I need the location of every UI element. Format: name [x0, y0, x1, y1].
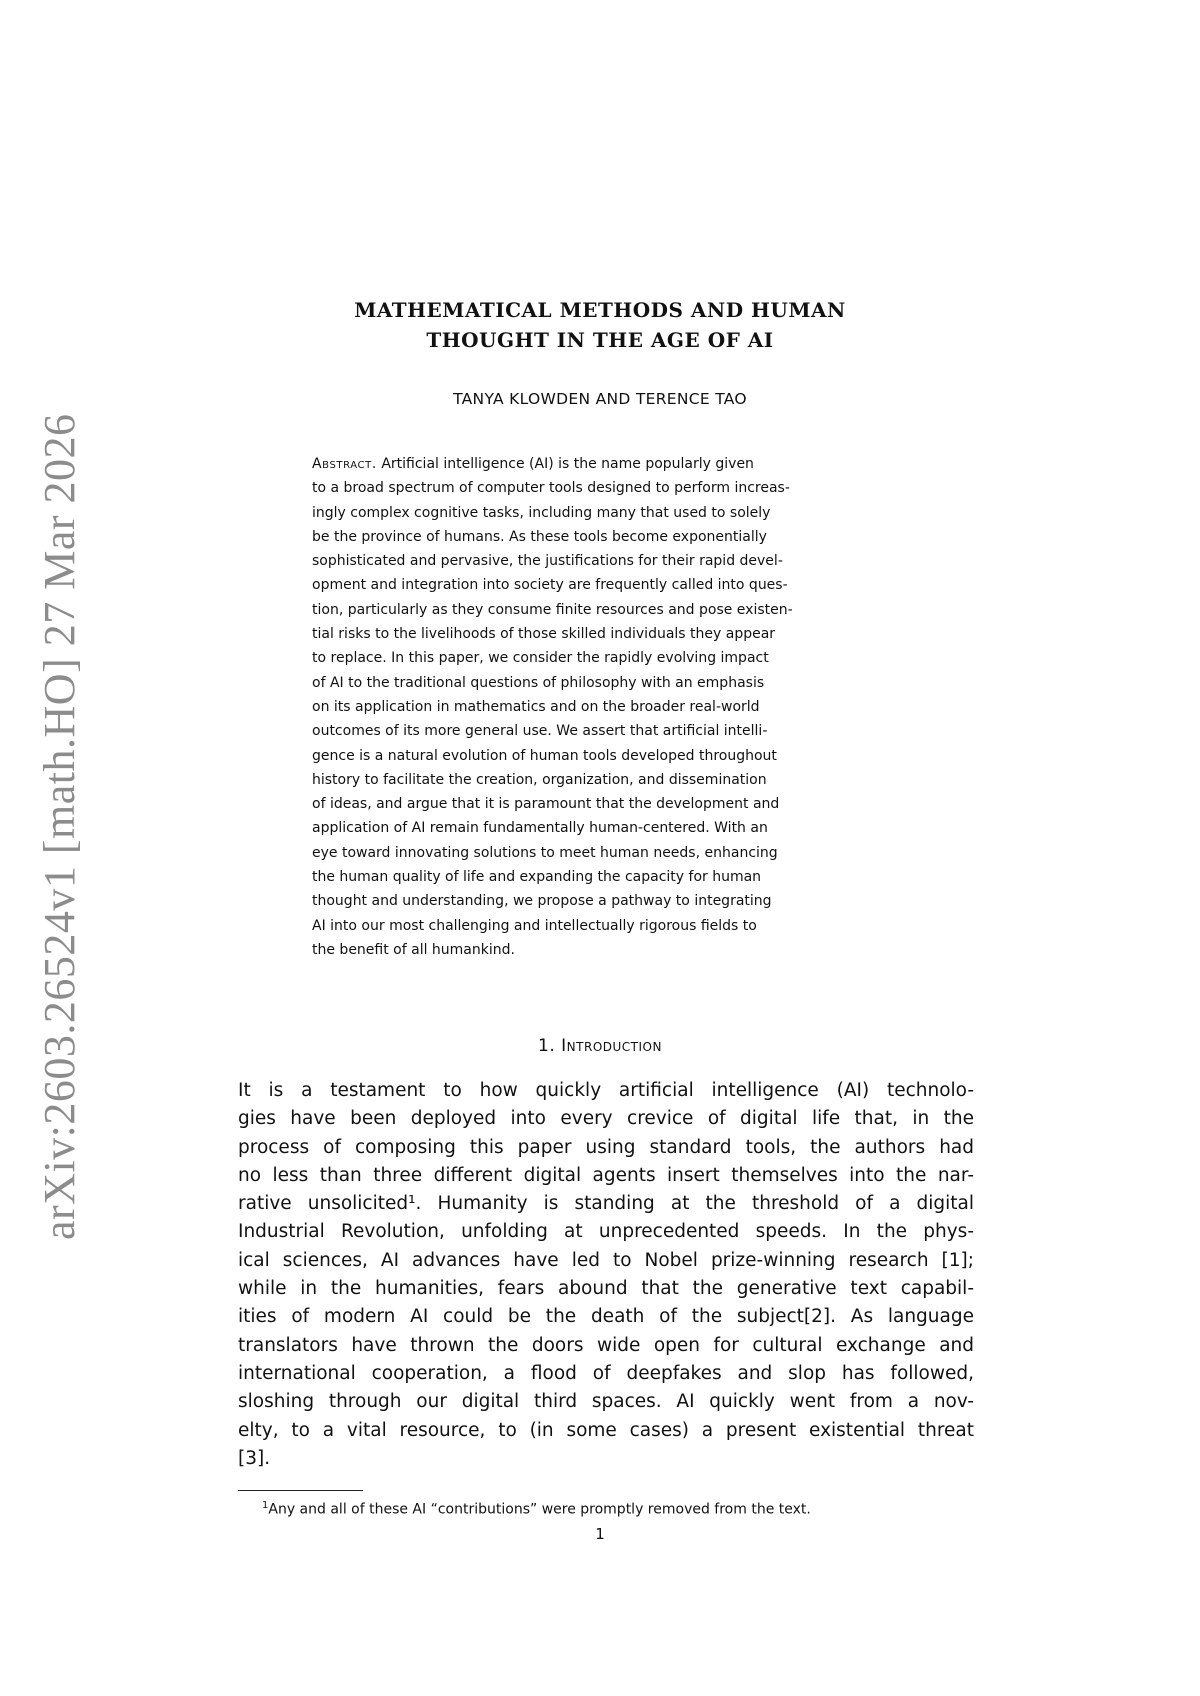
body-line: elty, to a vital resource, to (in some cases) a present existential threat	[238, 1419, 974, 1441]
abstract-line: tial risks to the livelihoods of those skilled individuals they appear	[312, 626, 776, 643]
footnote-marker: 1	[262, 1500, 269, 1511]
abstract-line: to replace. In this paper, we consider the rapidly evolving impact	[312, 650, 769, 667]
body-line: no less than three different digital agents insert themselves into the nar-	[238, 1164, 974, 1186]
body-paragraph	[238, 1077, 974, 1473]
body-line: ities of modern AI could be the death of the subject[2]. As language	[238, 1306, 974, 1328]
abstract-block	[312, 452, 892, 962]
body-line: ical sciences, AI advances have led to Nobel prize-winning research [1];	[238, 1249, 974, 1271]
title-line-2: THOUGHT IN THE AGE OF AI	[426, 328, 774, 352]
section-title: Introduction	[561, 1036, 662, 1056]
arxiv-identifier-stamp: arXiv:2603.26524v1 [math.HO] 27 Mar 2026	[35, 413, 84, 1240]
abstract-line: be the province of humans. As these tools become exponentially	[312, 528, 767, 545]
abstract-line: outcomes of its more general use. We assert that artificial intelli-	[312, 723, 768, 740]
abstract-line: thought and understanding, we propose a pathway to integrating	[312, 893, 772, 910]
abstract-line: of AI to the traditional questions of philosophy with an emphasis	[312, 674, 765, 691]
author-names: TANYA KLOWDEN AND TERENCE TAO	[453, 390, 747, 408]
body-line: international cooperation, a flood of deepfakes and slop has followed,	[238, 1362, 974, 1384]
paper-title	[240, 295, 960, 355]
section-number: 1.	[538, 1036, 556, 1056]
abstract-line: of ideas, and argue that it is paramount that the development and	[312, 796, 780, 813]
abstract-line: sophisticated and pervasive, the justifications for their rapid devel-	[312, 553, 783, 570]
abstract-line: on its application in mathematics and on the broader real-world	[312, 698, 760, 715]
title-line-1: MATHEMATICAL METHODS AND HUMAN	[354, 298, 846, 322]
abstract-line: opment and integration into society are frequently called into ques-	[312, 577, 788, 594]
body-line: [3].	[238, 1447, 271, 1469]
page-number: 1	[595, 1525, 605, 1543]
body-line: while in the humanities, fears abound that the generative text capabil-	[238, 1278, 974, 1300]
body-line: rative unsolicited¹. Humanity is standing at the threshold of a digital	[238, 1193, 974, 1215]
abstract-line: eye toward innovating solutions to meet human needs, enhancing	[312, 844, 778, 861]
abstract-line: ingly complex cognitive tasks, including many that used to solely	[312, 504, 771, 521]
body-line: gies have been deployed into every crevice of digital life that, in the	[238, 1108, 974, 1130]
abstract-line: application of AI remain fundamentally human-centered. With an	[312, 820, 768, 837]
abstract-label: Abstract.	[312, 456, 377, 472]
abstract-line: history to facilitate the creation, organization, and dissemination	[312, 771, 767, 788]
body-line: Industrial Revolution, unfolding at unprecedented speeds. In the phys-	[238, 1221, 974, 1243]
abstract-line: the human quality of life and expanding the capacity for human	[312, 869, 762, 886]
abstract-line: the benefit of all humankind.	[312, 941, 515, 958]
footnote-text: Any and all of these AI “contributions” were promptly removed from the text.	[268, 1501, 811, 1518]
body-line: sloshing through our digital third spaces. AI quickly went from a nov-	[238, 1391, 974, 1413]
section-heading	[240, 1036, 960, 1056]
abstract-line: to a broad spectrum of computer tools designed to perform increas-	[312, 480, 790, 497]
footnote	[262, 1500, 982, 1518]
abstract-line: tion, particularly as they consume finite resources and pose existen-	[312, 601, 793, 618]
abstract-line: Abstract. Artificial intelligence (AI) is the name popularly given	[312, 456, 754, 472]
abstract-line: AI into our most challenging and intellectually rigorous fields to	[312, 917, 757, 934]
body-line: process of composing this paper using standard tools, the authors had	[238, 1136, 974, 1158]
body-line: translators have thrown the doors wide open for cultural exchange and	[238, 1334, 974, 1356]
footnote-divider	[238, 1490, 363, 1491]
abstract-line: gence is a natural evolution of human tools developed throughout	[312, 747, 777, 764]
body-line: It is a testament to how quickly artificial intelligence (AI) technolo-	[238, 1080, 974, 1101]
